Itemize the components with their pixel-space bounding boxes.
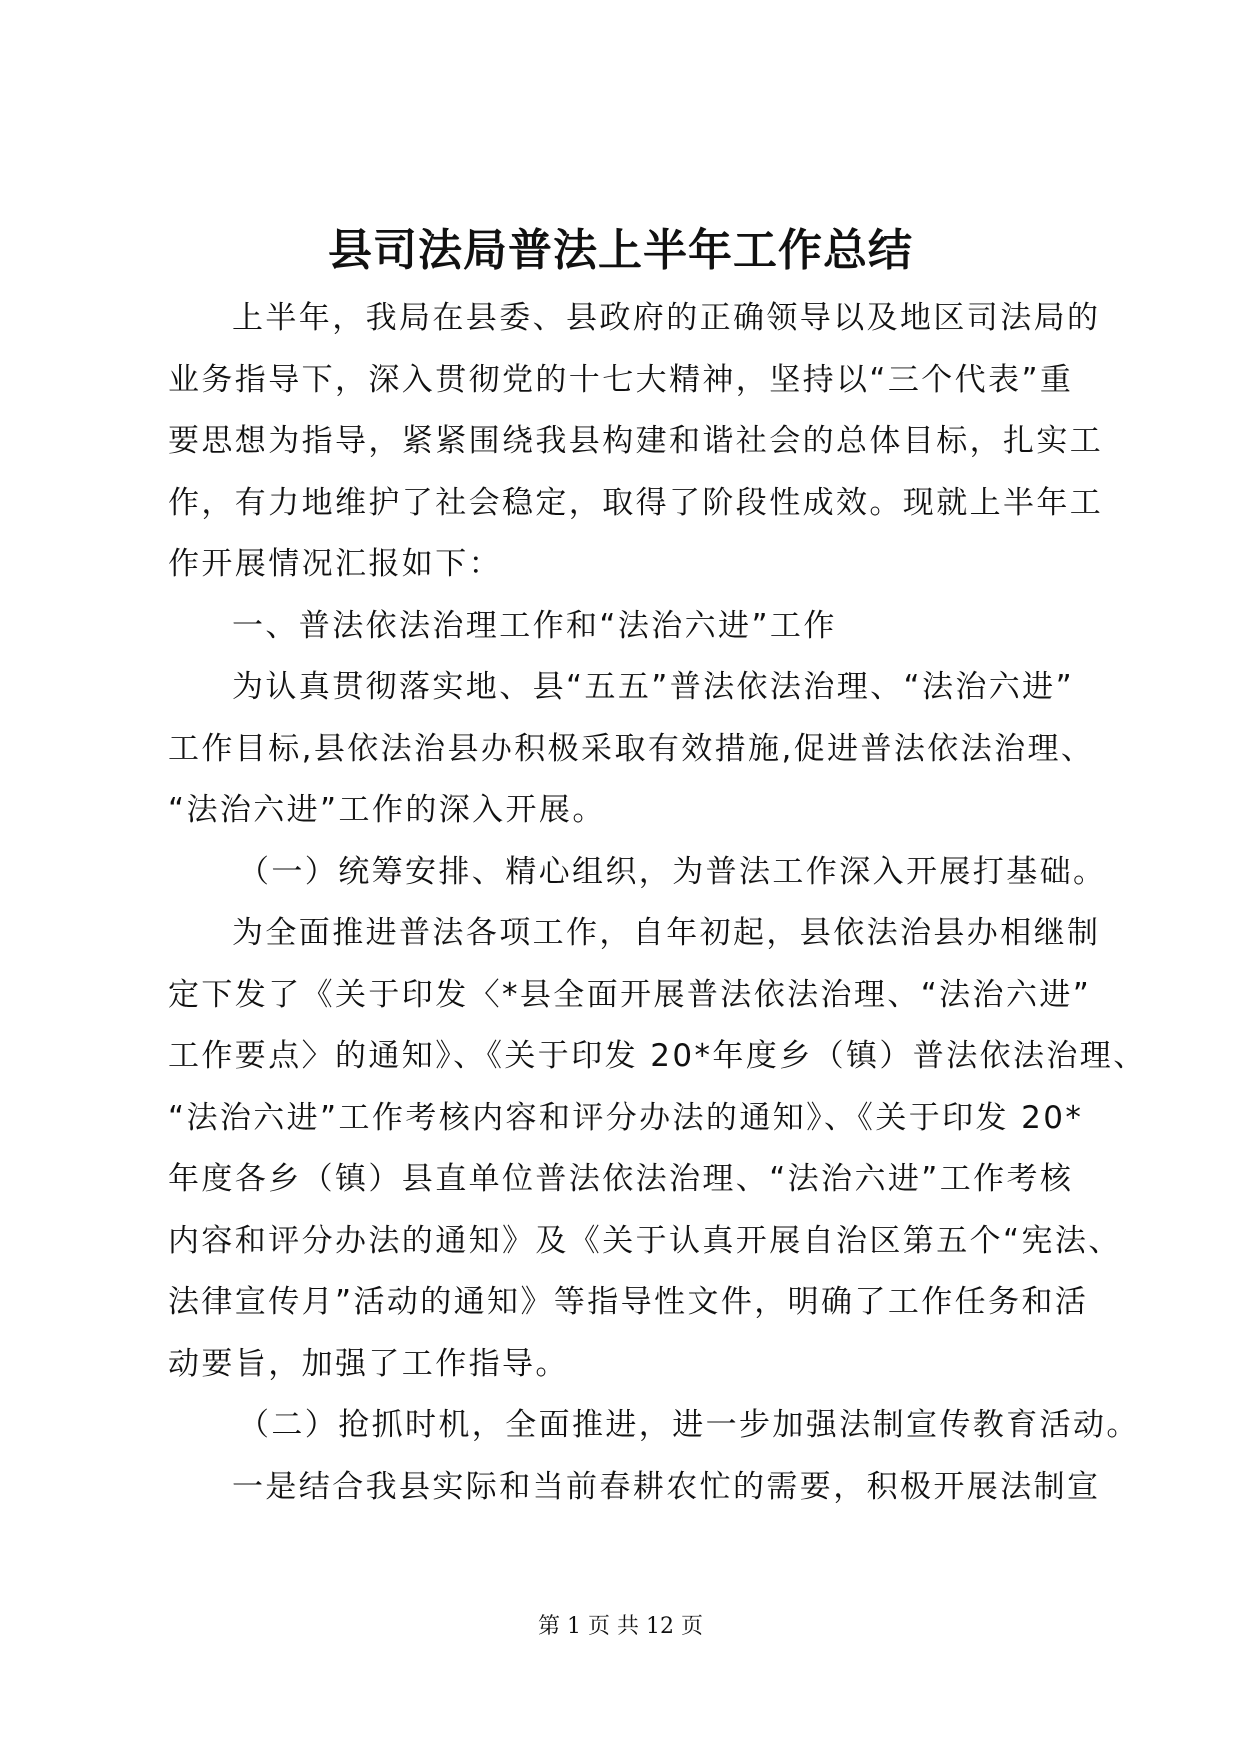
paragraph-line: “法治六进”工作考核内容和评分办法的通知》、《关于印发 20*	[168, 1099, 1084, 1136]
paragraph-line: 定下发了《关于印发〈*县全面开展普法依法治理、“法治六进”	[168, 976, 1092, 1013]
paragraph-line: 业务指导下，深入贯彻党的十七大精神，坚持以“三个代表”重	[168, 361, 1074, 398]
paragraph-line: 工作目标,县依法治县办积极采取有效措施,促进普法依法治理、	[168, 730, 1095, 767]
paragraph-line: 一是结合我县实际和当前春耕农忙的需要，积极开展法制宣	[232, 1468, 1101, 1505]
paragraph-line: 上半年，我局在县委、县政府的正确领导以及地区司法局的	[232, 300, 1101, 336]
paragraph-line: 为全面推进普法各项工作，自年初起，县依法治县办相继制	[232, 915, 1101, 951]
section-heading: 一、普法依法治理工作和“法治六进”工作	[232, 607, 837, 644]
paragraph-line: “法治六进”工作的深入开展。	[168, 792, 606, 828]
document-title: 县司法局普法上半年工作总结	[328, 225, 913, 276]
paragraph-line: 工作要点〉的通知》、《关于印发 20*年度乡（镇）普法依法治理、	[168, 1038, 1147, 1074]
paragraph-line: 要思想为指导，紧紧围绕我县构建和谐社会的总体目标，扎实工	[168, 423, 1104, 459]
paragraph-line: 法律宣传月”活动的通知》等指导性文件，明确了工作任务和活	[168, 1284, 1089, 1320]
paragraph-line: 为认真贯彻落实地、县“五五”普法依法治理、“法治六进”	[232, 669, 1075, 705]
document-body	[168, 288, 1147, 1518]
paragraph-line: 作，有力地维护了社会稳定，取得了阶段性成效。现就上半年工	[168, 484, 1104, 521]
paragraph-line: 内容和评分办法的通知》及《关于认真开展自治区第五个“宪法、	[168, 1222, 1122, 1259]
paragraph-line: 动要旨，加强了工作指导。	[168, 1345, 569, 1382]
page-number-footer: 第 1 页 共 12 页	[538, 1614, 703, 1639]
paragraph-line: 年度各乡（镇）县直单位普法依法治理、“法治六进”工作考核	[168, 1161, 1074, 1197]
paragraph-line: 作开展情况汇报如下：	[168, 546, 502, 582]
subsection-heading: （一）统筹安排、精心组织，为普法工作深入开展打基础。	[238, 853, 1107, 890]
subsection-heading: （二）抢抓时机，全面推进，进一步加强法制宣传教育活动。	[238, 1407, 1140, 1443]
